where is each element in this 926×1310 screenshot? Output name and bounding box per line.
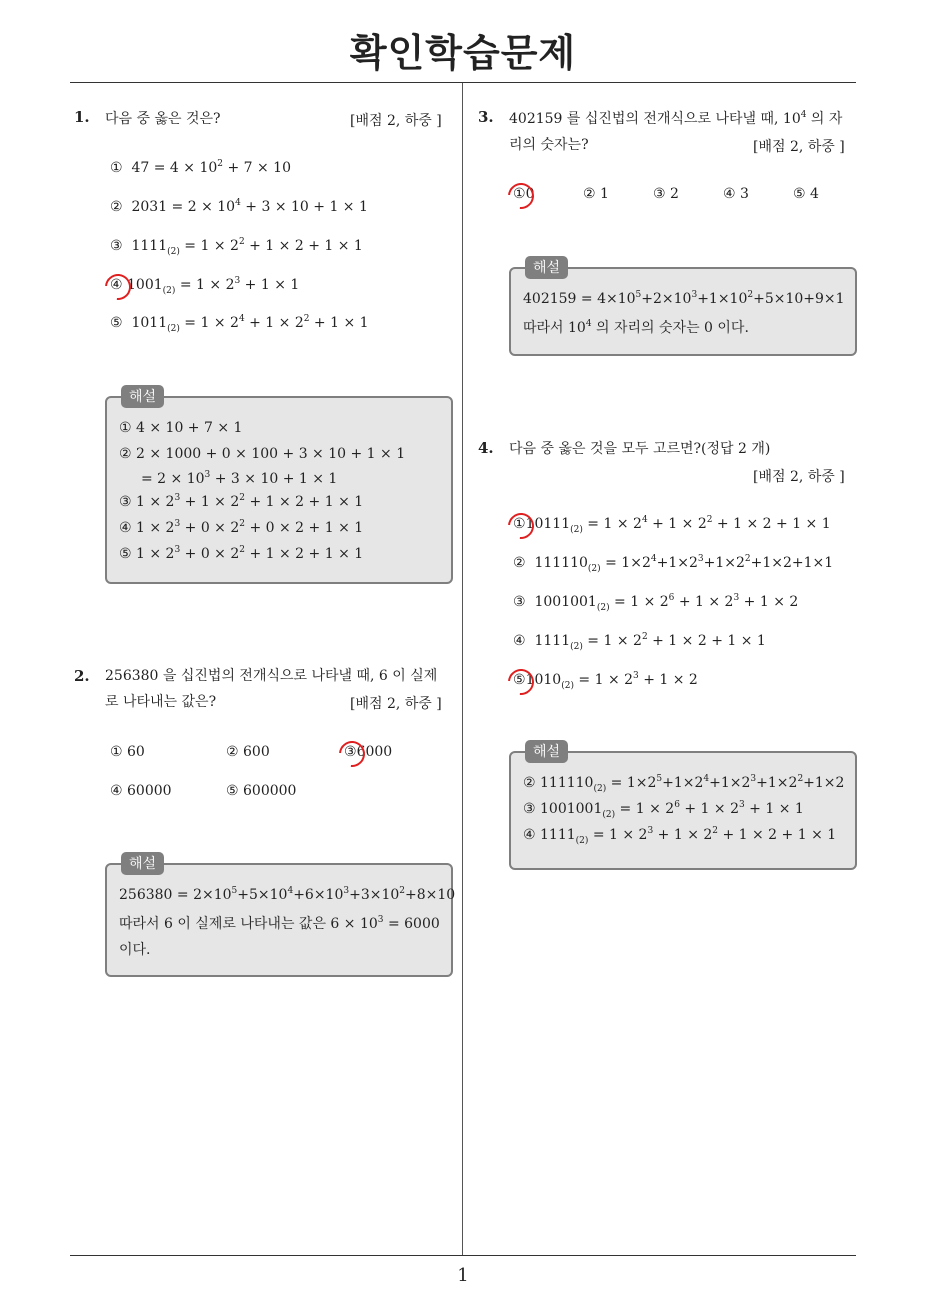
solution-line: ③ $1 \times 2^3 + 1 \times 2^2 + 1 \times 2 + 1 \times 1$ <box>119 493 364 510</box>
solution-line: ⑤ $1 \times 2^3 + 0 \times 2^2 + 1 \times 2 + 1 \times 1$ <box>119 545 364 562</box>
solution-label: 해설 <box>525 256 568 279</box>
choice-3[interactable]: ③6000 <box>344 744 393 760</box>
question-text: 402159 를 십진법의 전개식으로 나타낼 때, $10^4$ 의 자 <box>509 110 843 127</box>
choice-5[interactable]: ⑤ $1011_{(2)} = 1 \times 2^4 + 1 \times 2^2 + 1 \times 1$ <box>110 314 369 334</box>
solution-line: ① 4 × 10 + 7 × 1 <box>119 420 243 436</box>
solution-line: $402159 = 4\times 10^5+2\times 10^3+1\times 10^2+5\times 10+9\times 1$ <box>523 290 845 307</box>
solution-line: 따라서 $10^4$ 의 자리의 숫자는 0 이다. <box>523 319 749 336</box>
score-label: [배점 2, 하중 ] <box>350 696 442 712</box>
score-label: [배점 2, 하중 ] <box>753 469 845 485</box>
solution-box <box>509 260 857 356</box>
choice-1[interactable]: $①10111_{(2)} = 1 \times 2^4 + 1 \times 2^2 + 1 \times 2 + 1 \times 1$ <box>513 515 831 535</box>
choice-5[interactable]: ⑤ 600000 <box>226 783 297 799</box>
score-label: [배점 2, 하중 ] <box>753 139 845 155</box>
choice-2[interactable]: ② $111110_{(2)} = 1\times 2^4+1\times 2^3+1\times 2^2+1\times 2+1\times 1$ <box>513 554 834 574</box>
answer-circle-mark <box>503 664 540 701</box>
solution-line: = $2 \times 10^3 + 3 \times 10 + 1 \times 1$ <box>141 470 338 487</box>
solution-label: 해설 <box>525 740 568 763</box>
page-title: 확인학습문제 <box>349 31 577 75</box>
choice-2[interactable]: ② 600 <box>226 744 270 760</box>
choice-4[interactable]: ④ $1111_{(2)} = 1 \times 2^2 + 1 \times 2 + 1 \times 1$ <box>513 632 766 652</box>
choice-4[interactable]: ④ 60000 <box>110 783 172 799</box>
solution-label: 해설 <box>121 385 164 408</box>
question-text: 로 나타내는 값은? <box>105 694 217 710</box>
choice-1[interactable]: ① $47 = 4 \times 10^2 + 7 \times 10$ <box>110 159 291 176</box>
question-number: 1. <box>74 108 90 126</box>
question-number: 3. <box>478 108 494 126</box>
solution-line: 이다. <box>119 942 151 958</box>
choice-2[interactable]: ② $2031 = 2 \times 10^4 + 3 \times 10 + 1 \times 1$ <box>110 198 368 215</box>
solution-label: 해설 <box>121 852 164 875</box>
bottom-rule <box>70 1255 856 1256</box>
solution-line: ③ $1001001_{(2)} = 1 \times 2^6 + 1 \times 2^3 + 1 \times 1$ <box>523 800 804 820</box>
choice-1[interactable]: ① 60 <box>110 744 145 760</box>
column-divider <box>462 83 463 1255</box>
question-text: 다음 중 옳은 것은? <box>105 111 221 127</box>
question-text: 다음 중 옳은 것을 모두 고르면?(정답 2 개) <box>509 441 771 457</box>
solution-line: ④ $1 \times 2^3 + 0 \times 2^2 + 0 \times 2 + 1 \times 1$ <box>119 519 364 536</box>
score-label: [배점 2, 하중 ] <box>350 113 442 129</box>
solution-line: ② 2 × 1000 + 0 × 100 + 3 × 10 + 1 × 1 <box>119 446 406 462</box>
choice-3[interactable]: ③ $1001001_{(2)} = 1 \times 2^6 + 1 \times 2^3 + 1 \times 2$ <box>513 593 799 613</box>
solution-box <box>105 389 453 584</box>
question-text: 리의 숫자는? <box>509 137 589 153</box>
answer-circle-mark <box>100 269 137 306</box>
solution-line: $256380 = 2\times 10^5+5\times 10^4+6\times 10^3+3\times 10^2+8\times 10$ <box>119 886 456 903</box>
solution-line: 따라서 6 이 실제로 나타내는 값은 $6 \times 10^3 = 6000$ <box>119 915 440 932</box>
choice-5[interactable]: $⑤1010_{(2)} = 1 \times 2^3 + 1 \times 2$ <box>513 671 698 691</box>
page-number: 1 <box>457 1265 469 1286</box>
choice-5[interactable]: ⑤ 4 <box>793 186 819 202</box>
solution-line: ② $111110_{(2)} = 1\times 2^5+1\times 2^4+1\times 2^3+1\times 2^2+1\times 2$ <box>523 774 845 794</box>
choice-3[interactable]: ③ $1111_{(2)} = 1 \times 2^2 + 1 \times 2 + 1 \times 1$ <box>110 237 363 257</box>
question-text: 256380 을 십진법의 전개식으로 나타낼 때, 6 이 실제 <box>105 668 438 684</box>
choice-3[interactable]: ③ 2 <box>653 186 679 202</box>
top-rule <box>70 82 856 83</box>
choice-2[interactable]: ② 1 <box>583 186 609 202</box>
question-number: 2. <box>74 667 90 685</box>
question-number: 4. <box>478 439 494 457</box>
solution-line: ④ $1111_{(2)} = 1 \times 2^3 + 1 \times 2^2 + 1 \times 2 + 1 \times 1$ <box>523 826 837 846</box>
solution-box <box>105 856 456 977</box>
answer-circle-mark <box>503 178 540 215</box>
choice-4[interactable]: ④ $1001_{(2)} = 1 \times 2^3 + 1 \times 1$ <box>110 276 300 296</box>
answer-circle-mark <box>334 736 371 773</box>
answer-circle-mark <box>503 508 540 545</box>
choice-1[interactable]: ①0 <box>513 186 535 202</box>
solution-box <box>509 744 857 870</box>
choice-4[interactable]: ④ 3 <box>723 186 749 202</box>
